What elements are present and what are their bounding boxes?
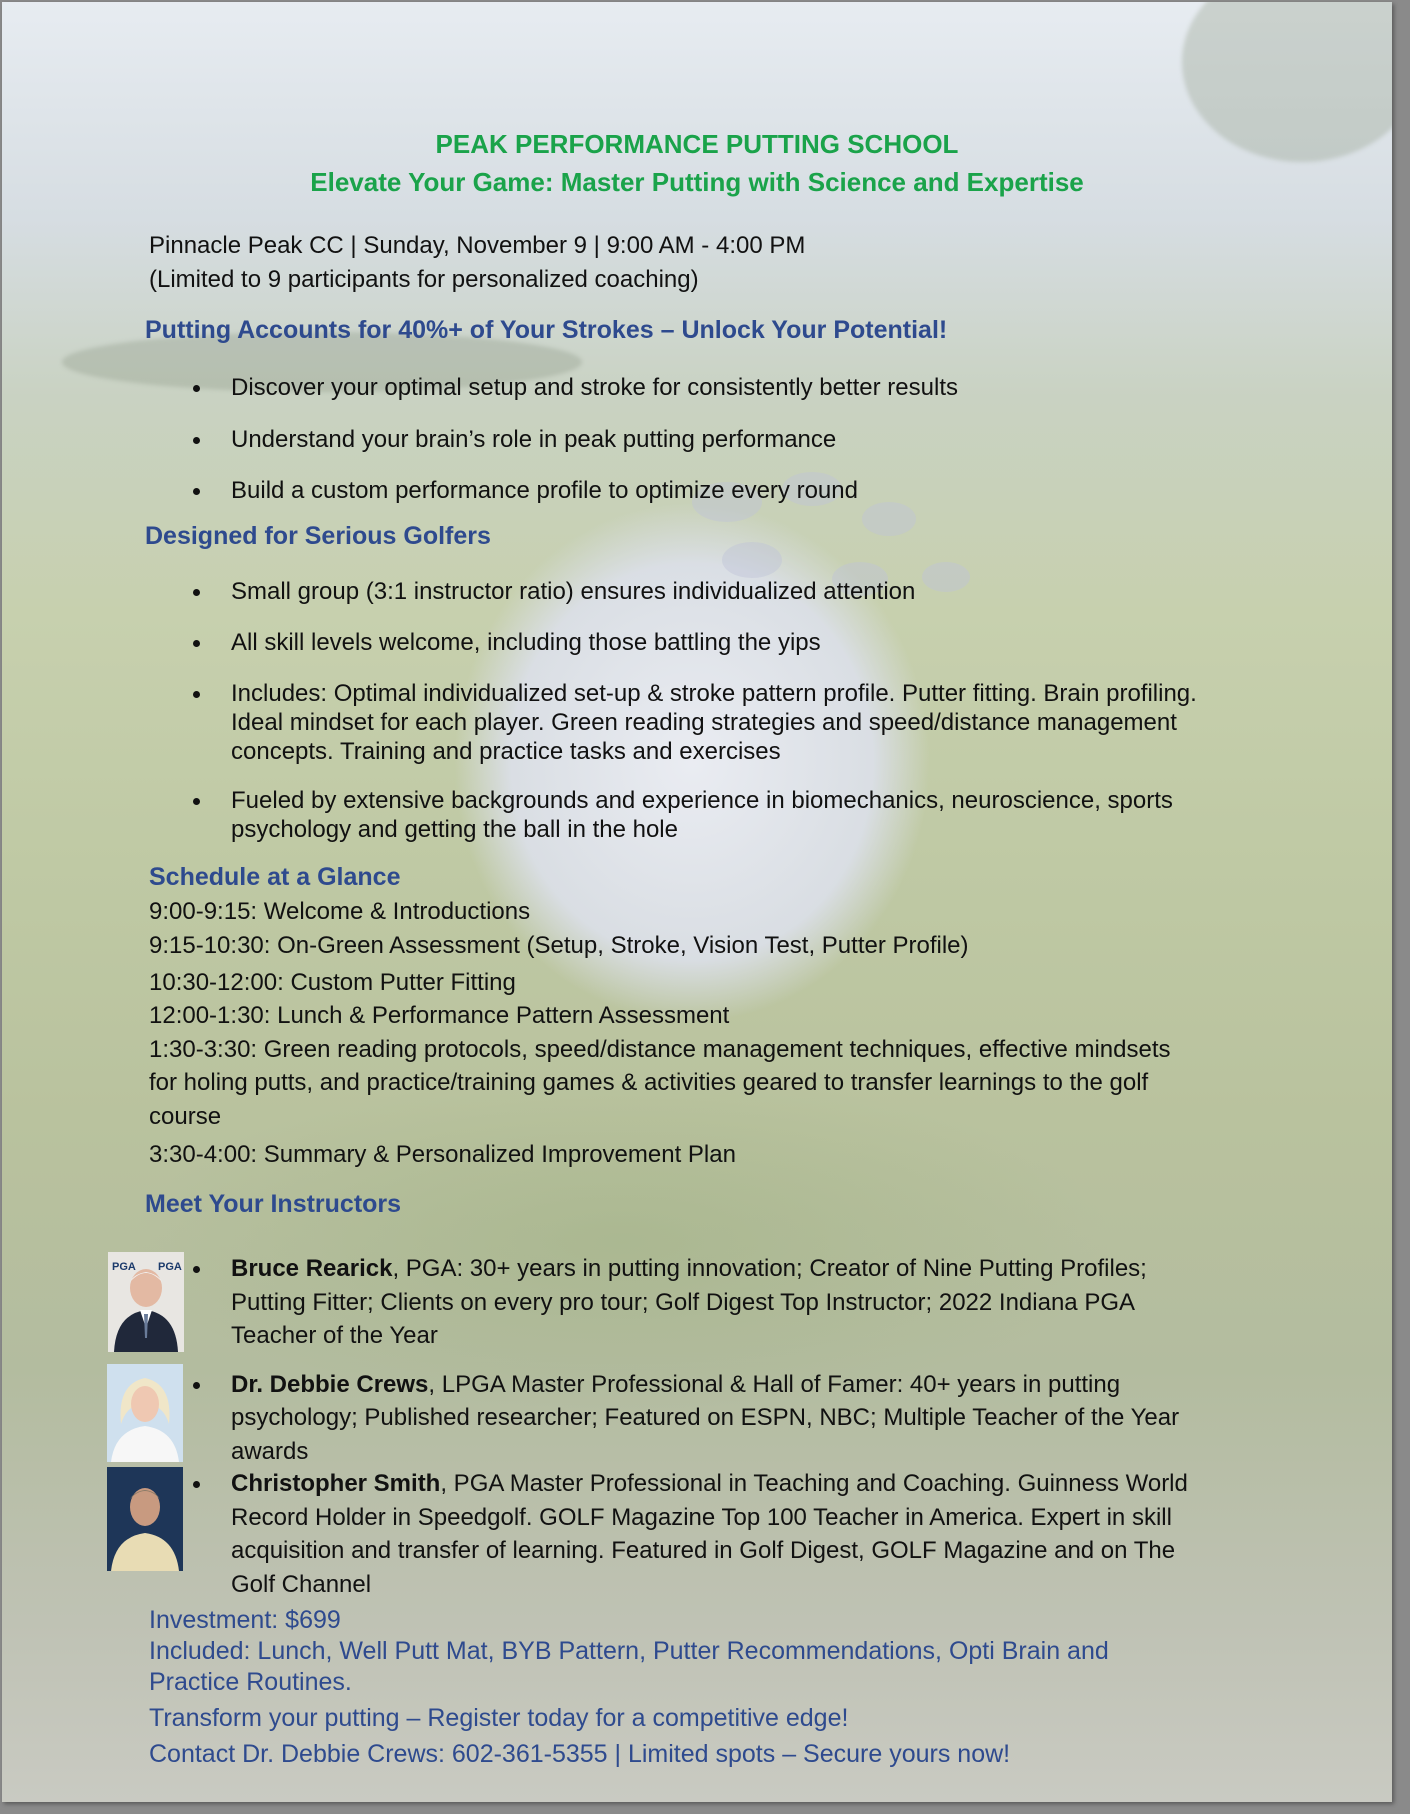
instructor-bio-bruce — [231, 1254, 1147, 1283]
instructor-bio-line: Record Holder in Speedgolf. GOLF Magazine Top 100 Teacher in America. Expert in skill — [231, 1504, 1172, 1531]
instructor-bio-text: , PGA: 30+ years in putting innovation; Creator of Nine Putting Profiles; — [392, 1255, 1147, 1282]
schedule-line: 9:15-10:30: On-Green Assessment (Setup, Stroke, Vision Test, Putter Profile) — [149, 932, 969, 959]
participant-limit: (Limited to 9 participants for personalized coaching) — [149, 266, 699, 293]
list-item: Discover your optimal setup and stroke for consistently better results — [231, 374, 958, 401]
bullet-icon — [193, 1266, 200, 1273]
pga-logo-right: PGA — [158, 1261, 182, 1273]
instructor-name: Bruce Rearick — [231, 1255, 393, 1282]
included-items-line: Practice Routines. — [149, 1668, 352, 1696]
bullet-icon — [193, 691, 200, 698]
instructor-bio-line: Putting Fitter; Clients on every pro tour; Golf Digest Top Instructor; 2022 Indiana PGA — [231, 1289, 1136, 1316]
bullet-icon — [193, 640, 200, 647]
instructor-photo-bruce — [108, 1252, 184, 1352]
list-item: Build a custom performance profile to optimize every round — [231, 477, 858, 504]
instructor-name: Dr. Debbie Crews — [231, 1371, 429, 1398]
instructor-bio-line: acquisition and transfer of learning. Featured in Golf Digest, GOLF Magazine and on The — [231, 1537, 1176, 1564]
instructor-bio-line: psychology; Published researcher; Featured on ESPN, NBC; Multiple Teacher of the Year — [231, 1404, 1180, 1431]
list-item: Understand your brain’s role in peak putting performance — [231, 426, 837, 453]
instructor-bio-text: , LPGA Master Professional & Hall of Famer: 40+ years in putting — [428, 1371, 1121, 1398]
schedule-line: 10:30-12:00: Custom Putter Fitting — [149, 969, 516, 996]
investment-price: Investment: $699 — [149, 1606, 341, 1634]
instructor-bio-debbie — [231, 1370, 1120, 1399]
instructor-bio-christopher — [231, 1469, 1188, 1498]
schedule-line: 3:30-4:00: Summary & Personalized Improvement Plan — [149, 1141, 736, 1168]
section-heading-serious-golfers: Designed for Serious Golfers — [145, 522, 491, 550]
bullet-icon — [193, 1481, 200, 1488]
bullet-icon — [193, 437, 200, 444]
bullet-icon — [193, 385, 200, 392]
instructor-bio-line: awards — [231, 1438, 309, 1465]
schedule-line: 9:00-9:15: Welcome & Introductions — [149, 898, 531, 925]
contact-info: Contact Dr. Debbie Crews: 602-361-5355 | Limited spots – Secure yours now! — [149, 1740, 1011, 1768]
section-heading-strokes: Putting Accounts for 40%+ of Your Strokes – Unlock Your Potential! — [145, 316, 948, 344]
schedule-line: 12:00-1:30: Lunch & Performance Pattern Assessment — [149, 1002, 730, 1029]
pga-logo-left: PGA — [112, 1261, 136, 1273]
instructor-photo-debbie — [107, 1364, 183, 1462]
page-subtitle: Elevate Your Game: Master Putting with Science and Expertise — [310, 167, 1084, 197]
schedule-heading: Schedule at a Glance — [149, 863, 401, 891]
bullet-icon — [193, 798, 200, 805]
instructor-bio-text: , PGA Master Professional in Teaching and Coaching. Guinness World — [440, 1470, 1188, 1497]
event-details: Pinnacle Peak CC | Sunday, November 9 | 9:00 AM - 4:00 PM — [149, 232, 806, 259]
list-item: All skill levels welcome, including those battling the yips — [231, 629, 821, 656]
page-title: PEAK PERFORMANCE PUTTING SCHOOL — [435, 129, 959, 159]
bullet-icon — [193, 488, 200, 495]
flyer-page — [2, 2, 1392, 1802]
call-to-action: Transform your putting – Register today for a competitive edge! — [149, 1704, 849, 1732]
instructor-bio-line: Teacher of the Year — [231, 1322, 438, 1349]
bullet-icon — [193, 589, 200, 596]
flyer-content — [2, 2, 1392, 1802]
instructors-heading: Meet Your Instructors — [145, 1190, 402, 1218]
list-item-line: Fueled by extensive backgrounds and experience in biomechanics, neuroscience, sports — [231, 787, 1173, 814]
included-items: Included: Lunch, Well Putt Mat, BYB Pattern, Putter Recommendations, Opti Brain and — [149, 1637, 1109, 1665]
list-item-line: Ideal mindset for each player. Green reading strategies and speed/distance management — [231, 709, 1177, 736]
schedule-line: for holing putts, and practice/training games & activities geared to transfer learnings to the golf — [149, 1069, 1149, 1096]
list-item-line: concepts. Training and practice tasks and exercises — [231, 738, 781, 765]
list-item-line: psychology and getting the ball in the hole — [231, 816, 678, 843]
schedule-line: course — [149, 1103, 222, 1130]
list-item: Small group (3:1 instructor ratio) ensures individualized attention — [231, 578, 916, 605]
instructor-name: Christopher Smith — [231, 1470, 441, 1497]
instructor-bio-line: Golf Channel — [231, 1571, 372, 1598]
list-item-line: Includes: Optimal individualized set-up & stroke pattern profile. Putter fitting. Brain profiling. — [231, 680, 1197, 707]
schedule-line: 1:30-3:30: Green reading protocols, speed/distance management techniques, effective mindsets — [149, 1036, 1171, 1063]
instructor-photo-christopher — [107, 1467, 183, 1571]
bullet-icon — [193, 1382, 200, 1389]
